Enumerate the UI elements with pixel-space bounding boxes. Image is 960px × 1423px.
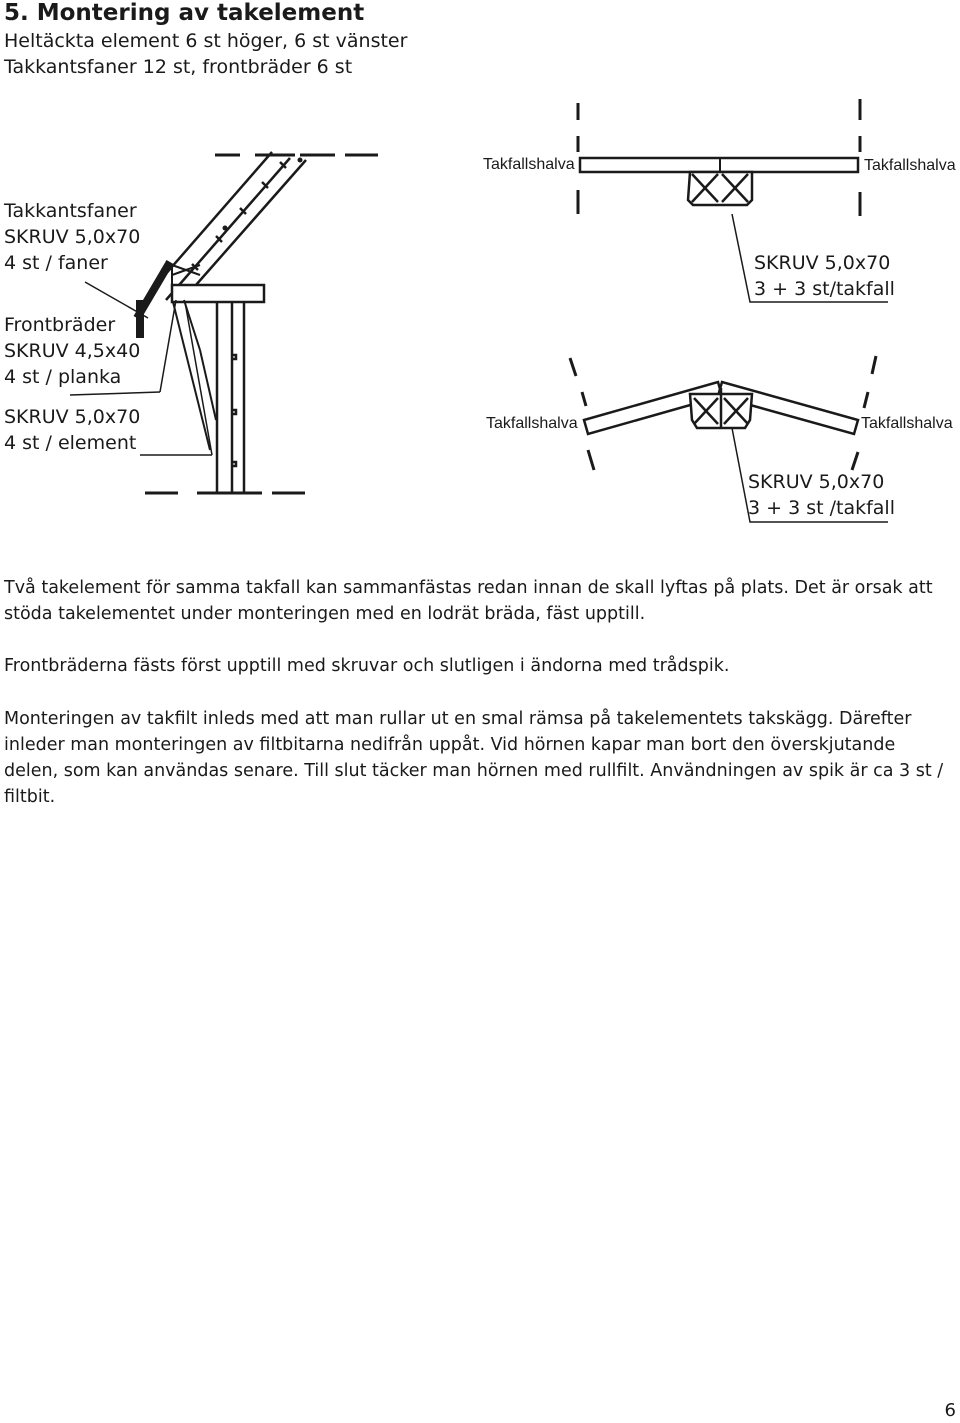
fascia-count-line: Takkantsfaner 12 st, frontbräder 6 st: [4, 56, 353, 78]
roof-half-label-top-left: Takfallshalva: [483, 156, 575, 173]
paragraph-front-boards: Frontbräderna fästs först upptill med skruvar och slutligen i ändorna med trådspik.: [4, 656, 730, 676]
page-number: 6: [944, 1400, 956, 1421]
element-screw-label: SKRUV 5,0x70 4 st / element: [4, 406, 141, 454]
roof-half-label-top-right: Takfallshalva: [864, 157, 956, 174]
paragraph-lifting: Två takelement för samma takfall kan sammanfästas redan innan de skall lyftas på plats. Det är orsak att stöda takelementet under monteringen med en lodrät bräda, fäst upptill.: [4, 578, 933, 624]
element-count-line: Heltäckta element 6 st höger, 6 st vänster: [4, 30, 408, 52]
top-joint-screw-label: SKRUV 5,0x70 3 + 3 st/takfall: [754, 252, 895, 300]
front-board-screw-label: Frontbräder SKRUV 4,5x40 4 st / planka: [4, 314, 141, 388]
fascia-screw-label: Takkantsfaner SKRUV 5,0x70 4 st / faner: [4, 200, 141, 274]
page-title: 5. Montering av takelement: [4, 0, 365, 26]
paragraph-roofing-felt: Monteringen av takfilt inleds med att man rullar ut en smal rämsa på takelementets takskägg. Därefter inleder man monteringen av filtbitarna nedifrån uppåt. Vid hörnen kapar man bort den överskjutande delen, som kan användas senare. Till slut täcker man hörnen med rullfilt. Användningen av spik är ca 3 st / filtbit.: [4, 709, 944, 807]
bottom-joint-screw-label: SKRUV 5,0x70 3 + 3 st /takfall: [748, 471, 895, 519]
roof-half-label-bottom-left: Takfallshalva: [486, 415, 578, 432]
roof-half-label-bottom-right: Takfallshalva: [861, 415, 953, 432]
roof-assembly-diagram: [0, 90, 960, 530]
